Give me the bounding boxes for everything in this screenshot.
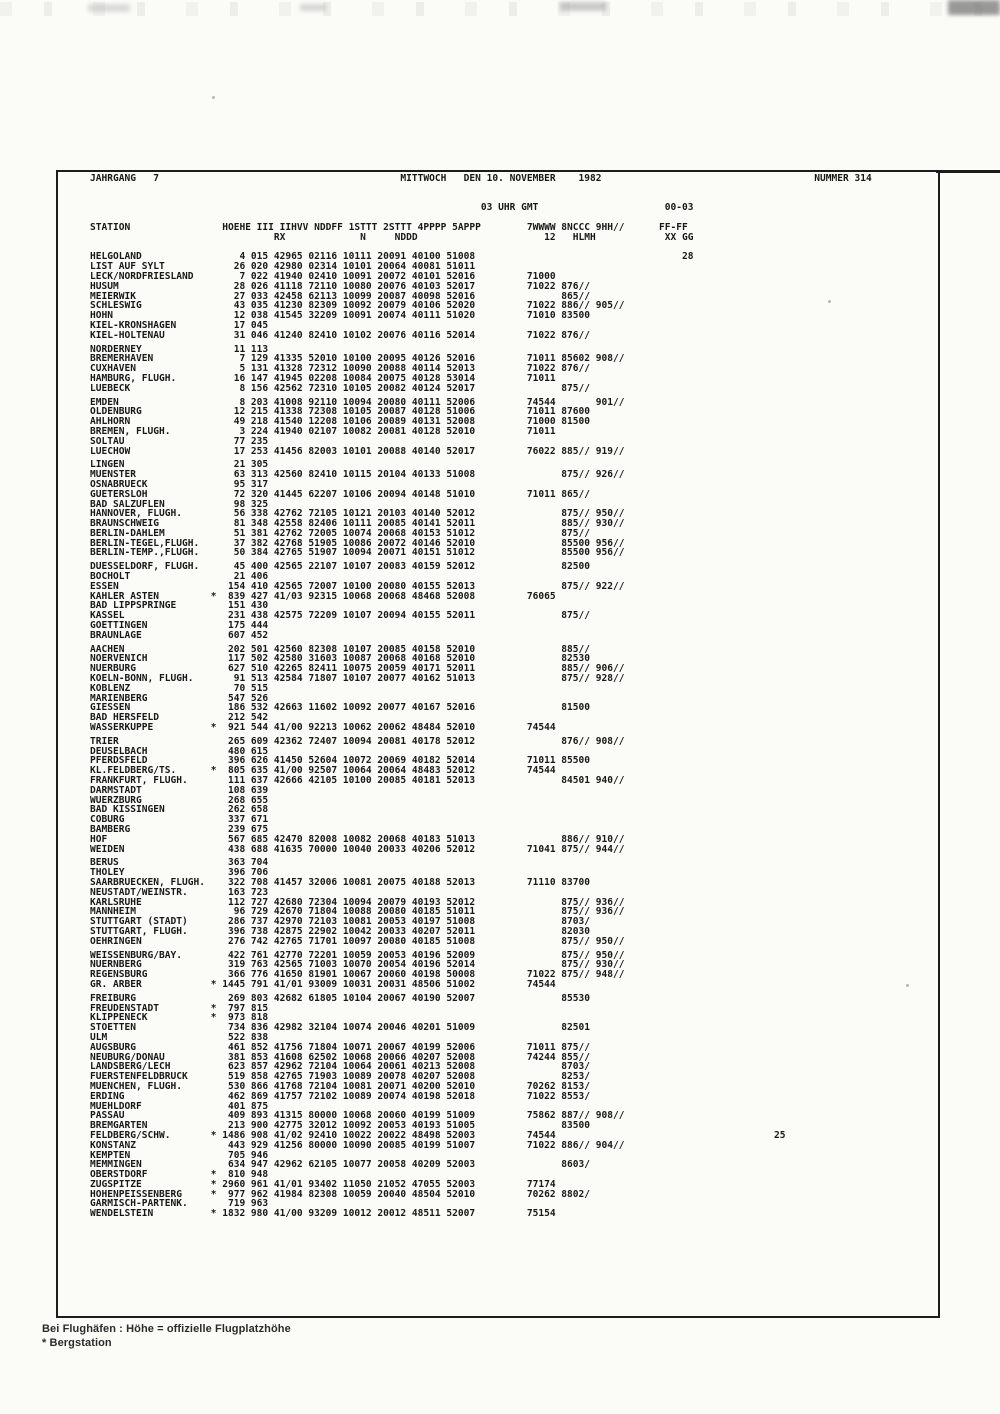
station-row: BAD LIPPSPRINGE 151 430 bbox=[90, 600, 269, 612]
station-block bbox=[90, 737, 872, 855]
station-row: GUETERSLOH 72 320 41445 62207 10106 20094 40148 51010 71011 865// bbox=[90, 488, 591, 500]
station-row: FREIBURG 269 803 42682 61805 10104 20067 40190 52007 85530 bbox=[90, 992, 591, 1004]
station-row: LINGEN 21 305 bbox=[90, 459, 269, 471]
station-block bbox=[90, 252, 872, 340]
station-row: NEUSTADT/WEINSTR. 163 723 bbox=[90, 886, 269, 898]
station-block bbox=[90, 460, 872, 558]
station-row: MUEHLDORF 401 875 bbox=[90, 1100, 269, 1112]
station-row: BERLIN-TEMP.,FLUGH. 50 384 42765 51907 10094 20071 40151 51012 85500 956// bbox=[90, 547, 625, 559]
station-row: BERUS 363 704 bbox=[90, 857, 269, 869]
station-row: MUENCHEN, FLUGH. 530 866 41768 72104 10081 20071 40200 52010 70262 8153/ bbox=[90, 1080, 591, 1092]
station-block bbox=[90, 951, 872, 990]
station-block bbox=[90, 858, 872, 946]
station-row: REGENSBURG 366 776 41650 81901 10067 20060 40198 50008 71022 875// 948// bbox=[90, 969, 625, 981]
station-row: MEMMINGEN 634 947 42962 62105 10077 20058 40209 52003 8603/ bbox=[90, 1159, 591, 1171]
station-row: BOCHOLT 21 406 bbox=[90, 571, 269, 583]
station-row: OEHRINGEN 276 742 42765 71701 10097 20080 40185 51008 875// 950// bbox=[90, 935, 625, 947]
station-row: BERLIN-DAHLEM 51 381 42762 72005 10074 20068 40153 51012 875// bbox=[90, 527, 591, 539]
station-row: NUERBURG 627 510 42265 82411 10075 20059 40171 52011 885// 906// bbox=[90, 663, 625, 675]
station-row: PASSAU 409 893 41315 80000 10068 20060 40199 51009 75862 887// 908// bbox=[90, 1110, 625, 1122]
station-row: NEUBURG/DONAU 381 853 41608 62502 10068 20066 40207 52008 74244 855// bbox=[90, 1051, 591, 1063]
station-row: WEISSENBURG/BAY. 422 761 42770 72201 10059 20053 40196 52009 875// 950// bbox=[90, 949, 625, 961]
station-row: KIEL-KRONSHAGEN 17 045 bbox=[90, 319, 269, 331]
weather-bulletin bbox=[90, 174, 872, 1223]
station-block bbox=[90, 398, 872, 457]
station-row: LUECHOW 17 253 41456 82003 10101 20088 40140 52017 76022 885// 919// bbox=[90, 445, 625, 457]
station-row: CUXHAVEN 5 131 41328 72312 10090 20088 40114 52013 71022 876// bbox=[90, 363, 591, 375]
station-row: HUSUM 28 026 41118 72110 10080 20076 40103 52017 71022 876// bbox=[90, 280, 591, 292]
station-row: SCHLESWIG 43 035 41230 82309 10092 20079 40106 52020 71022 886// 905// bbox=[90, 300, 625, 312]
station-row: PFERDSFELD 396 626 41450 52604 10072 20069 40182 52014 71011 85500 bbox=[90, 755, 591, 767]
station-row: HOHN 12 038 41545 32209 10091 20074 40111 51020 71010 83500 bbox=[90, 310, 591, 322]
station-row: WENDELSTEIN * 1832 980 41/00 93209 10012 20012 48511 52007 75154 bbox=[90, 1208, 556, 1220]
station-row: GIESSEN 186 532 42663 11602 10092 20077 40167 52016 81500 bbox=[90, 702, 591, 714]
station-row: LANDSBERG/LECH 623 857 42962 72104 10064 20061 40213 52008 8703/ bbox=[90, 1061, 591, 1073]
station-row: AACHEN 202 501 42560 82308 10107 20085 40158 52010 885// bbox=[90, 643, 591, 655]
station-row: HAMBURG, FLUGH. 16 147 41945 02208 10084 20075 40128 53014 71011 bbox=[90, 372, 556, 384]
station-row: LECK/NORDFRIESLAND 7 022 41940 02410 10091 20072 40101 52016 71000 bbox=[90, 270, 556, 282]
station-row: KONSTANZ 443 929 41256 80000 10090 20085 40199 51007 71022 886// 904// bbox=[90, 1139, 625, 1151]
scan-noise bbox=[948, 0, 1000, 15]
station-row: STOETTEN 734 836 42982 32104 10074 20046 40201 51009 82501 bbox=[90, 1022, 591, 1034]
station-row: HOHENPEISSENBERG * 977 962 41984 82308 10059 20040 48504 52010 70262 8802/ bbox=[90, 1188, 591, 1200]
station-row: HANNOVER, FLUGH. 56 338 42762 72105 10121 20103 40140 52012 875// 950// bbox=[90, 508, 625, 520]
station-row: WEIDEN 438 688 41635 70000 10040 20033 40206 52012 71041 875// 944// bbox=[90, 843, 625, 855]
column-header-line2: RX N NDDD 12 HLMH XX GG bbox=[90, 231, 694, 243]
station-row: FELDBERG/SCHW. * 1486 908 41/02 92410 10022 20022 48498 52003 74544 25 bbox=[90, 1129, 786, 1141]
station-row: KAHLER ASTEN * 839 427 41/03 92315 10068 20068 48468 52008 76065 bbox=[90, 590, 556, 602]
station-row: AHLHORN 49 218 41540 12208 10106 20089 40131 52008 71000 81500 bbox=[90, 416, 591, 428]
station-row: NORDERNEY 11 113 bbox=[90, 343, 269, 355]
station-row: STUTTGART, FLUGH. 396 738 42875 22902 10042 20033 40207 52011 82030 bbox=[90, 925, 591, 937]
spacer-line bbox=[90, 184, 872, 194]
station-block bbox=[90, 994, 872, 1219]
top-rule-extension bbox=[936, 170, 1000, 173]
station-row: KIEL-HOLTENAU 31 046 41240 82410 10102 20076 40116 52014 71022 876// bbox=[90, 329, 591, 341]
station-row: GARMISCH-PARTENK. 719 963 bbox=[90, 1198, 269, 1210]
station-row: NUERNBERG 319 763 42565 71003 10070 20054 40196 52014 875// 930// bbox=[90, 959, 625, 971]
station-row: WUERZBURG 268 655 bbox=[90, 794, 269, 806]
station-row: BERLIN-TEGEL,FLUGH. 37 382 42768 51905 10086 20072 40146 52010 85500 956// bbox=[90, 537, 625, 549]
station-row: NOERVENICH 117 502 42580 31603 10087 20068 40168 52010 82530 bbox=[90, 653, 591, 665]
station-row: FREUDENSTADT * 797 815 bbox=[90, 1002, 269, 1014]
station-row: BAD SALZUFLEN 98 325 bbox=[90, 498, 269, 510]
station-row: KEMPTEN 705 946 bbox=[90, 1149, 269, 1161]
station-row: AUGSBURG 461 852 41756 71804 10071 20067 40199 52006 71011 875// bbox=[90, 1041, 591, 1053]
station-row: BRAUNLAGE 607 452 bbox=[90, 629, 269, 641]
station-row: SAARBRUECKEN, FLUGH. 322 708 41457 32006 10081 20075 40188 52013 71110 83700 bbox=[90, 876, 591, 888]
station-row: GR. ARBER * 1445 791 41/01 93009 10031 20031 48506 51002 74544 bbox=[90, 978, 556, 990]
scan-noise bbox=[300, 4, 326, 11]
station-row: KOELN-BONN, FLUGH. 91 513 42584 71807 10107 20077 40162 51013 875// 928// bbox=[90, 673, 625, 685]
station-row: BAD KISSINGEN 262 658 bbox=[90, 804, 269, 816]
station-row: TRIER 265 609 42362 72407 10094 20081 40178 52012 876// 908// bbox=[90, 735, 625, 747]
station-row: COBURG 337 671 bbox=[90, 814, 269, 826]
footnote-line2: * Bergstation bbox=[42, 1337, 112, 1349]
station-row: MARIENBERG 547 526 bbox=[90, 692, 269, 704]
station-row: ULM 522 838 bbox=[90, 1031, 269, 1043]
station-row: ERDING 462 869 41757 72102 10089 20074 40198 52018 71022 8553/ bbox=[90, 1090, 591, 1102]
station-row: KASSEL 231 438 42575 72209 10107 20094 40155 52011 875// bbox=[90, 610, 591, 622]
station-row: STUTTGART (STADT) 286 737 42970 72103 10081 20053 40197 51008 8703/ bbox=[90, 916, 591, 928]
station-row: DARMSTADT 108 639 bbox=[90, 784, 269, 796]
station-row: MUENSTER 63 313 42560 82410 10115 20104 40133 51008 875// 926// bbox=[90, 469, 625, 481]
station-row: LUEBECK 8 156 42562 72310 10105 20082 40124 52017 875// bbox=[90, 382, 591, 394]
station-block bbox=[90, 645, 872, 733]
station-row: BAMBERG 239 675 bbox=[90, 824, 269, 835]
station-row: KARLSRUHE 112 727 42680 72304 10094 20079 40193 52012 875// 936// bbox=[90, 896, 625, 908]
station-row: FUERSTENFELDBRUCK 519 858 42765 71903 10089 20078 40207 52008 8253/ bbox=[90, 1071, 591, 1083]
station-row: FRANKFURT, FLUGH. 111 637 42666 42105 10100 20085 40181 52013 84501 940// bbox=[90, 775, 625, 787]
station-row: OLDENBURG 12 215 41338 72308 10105 20087 40128 51006 71011 87600 bbox=[90, 406, 591, 418]
footnote-line1: Bei Flughäfen : Höhe = offizielle Flugplatzhöhe bbox=[42, 1323, 291, 1335]
station-row: ESSEN 154 410 42565 72007 10100 20080 40155 52013 875// 922// bbox=[90, 580, 625, 592]
station-row: BRAUNSCHWEIG 81 348 42558 82406 10111 20085 40141 52011 885// 930// bbox=[90, 518, 625, 530]
station-row: HOF 567 685 42470 82008 10082 20068 40183 51013 886// 910// bbox=[90, 833, 625, 845]
station-row: BREMGARTEN 213 900 42775 32012 10092 20053 40193 51005 83500 bbox=[90, 1120, 591, 1132]
station-row: LIST AUF SYLT 26 020 42980 02314 10101 20064 40081 51011 bbox=[90, 261, 476, 273]
station-row: BREMEN, FLUGH. 3 224 41940 02107 10082 20081 40128 52010 71011 bbox=[90, 425, 556, 437]
scan-noise bbox=[0, 2, 1000, 16]
station-row: THOLEY 396 706 bbox=[90, 867, 269, 879]
scan-noise bbox=[88, 4, 130, 12]
scan-noise bbox=[212, 96, 215, 99]
station-row: KLIPPENECK * 973 818 bbox=[90, 1012, 269, 1024]
column-header-line1: STATION HOEHE III IIHVV NDDFF 1STTT 2STTT 4PPPP 5APPP 7WWWW 8NCCC 9HH// FF-FF bbox=[90, 221, 688, 233]
station-row: GOETTINGEN 175 444 bbox=[90, 620, 269, 632]
station-row: BREMERHAVEN 7 129 41335 52010 10100 20095 40126 52016 71011 85602 908// bbox=[90, 353, 625, 365]
station-row: KL.FELDBERG/TS. * 805 635 41/00 92507 10064 20064 48483 52012 74544 bbox=[90, 765, 556, 777]
station-row: BAD HERSFELD 212 542 bbox=[90, 712, 269, 724]
station-row: OBERSTDORF * 810 948 bbox=[90, 1169, 269, 1181]
station-block bbox=[90, 562, 872, 640]
station-row: DUESSELDORF, FLUGH. 45 400 42565 22107 10107 20083 40159 52012 82500 bbox=[90, 561, 591, 573]
station-block bbox=[90, 345, 872, 394]
station-row: OSNABRUECK 95 317 bbox=[90, 478, 269, 490]
scan-noise bbox=[560, 2, 606, 11]
station-row: SOLTAU 77 235 bbox=[90, 435, 269, 447]
station-row: DEUSELBACH 480 615 bbox=[90, 745, 269, 757]
station-row: KOBLENZ 70 515 bbox=[90, 682, 269, 694]
station-row: HELGOLAND 4 015 42965 02116 10111 20091 40100 51008 28 bbox=[90, 251, 694, 263]
masthead-line: JAHRGANG 7 MITTWOCH DEN 10. NOVEMBER 1982 NUMMER 314 bbox=[90, 173, 872, 184]
station-row: ZUGSPITZE * 2960 961 41/01 93402 11050 21052 47055 52003 77174 bbox=[90, 1178, 556, 1190]
station-row: MEIERWIK 27 033 42458 62113 10099 20087 40098 52016 865// bbox=[90, 290, 591, 302]
time-line: 03 UHR GMT 00-03 bbox=[90, 202, 694, 214]
station-row: WASSERKUPPE * 921 544 41/00 92213 10062 20062 48484 52010 74544 bbox=[90, 722, 556, 734]
footnote bbox=[42, 1322, 291, 1350]
station-row: MANNHEIM 96 729 42670 71804 10088 20080 40185 51011 875// 936// bbox=[90, 906, 625, 918]
station-row: EMDEN 8 203 41008 92110 10094 20080 40111 52006 74544 901// bbox=[90, 396, 625, 408]
